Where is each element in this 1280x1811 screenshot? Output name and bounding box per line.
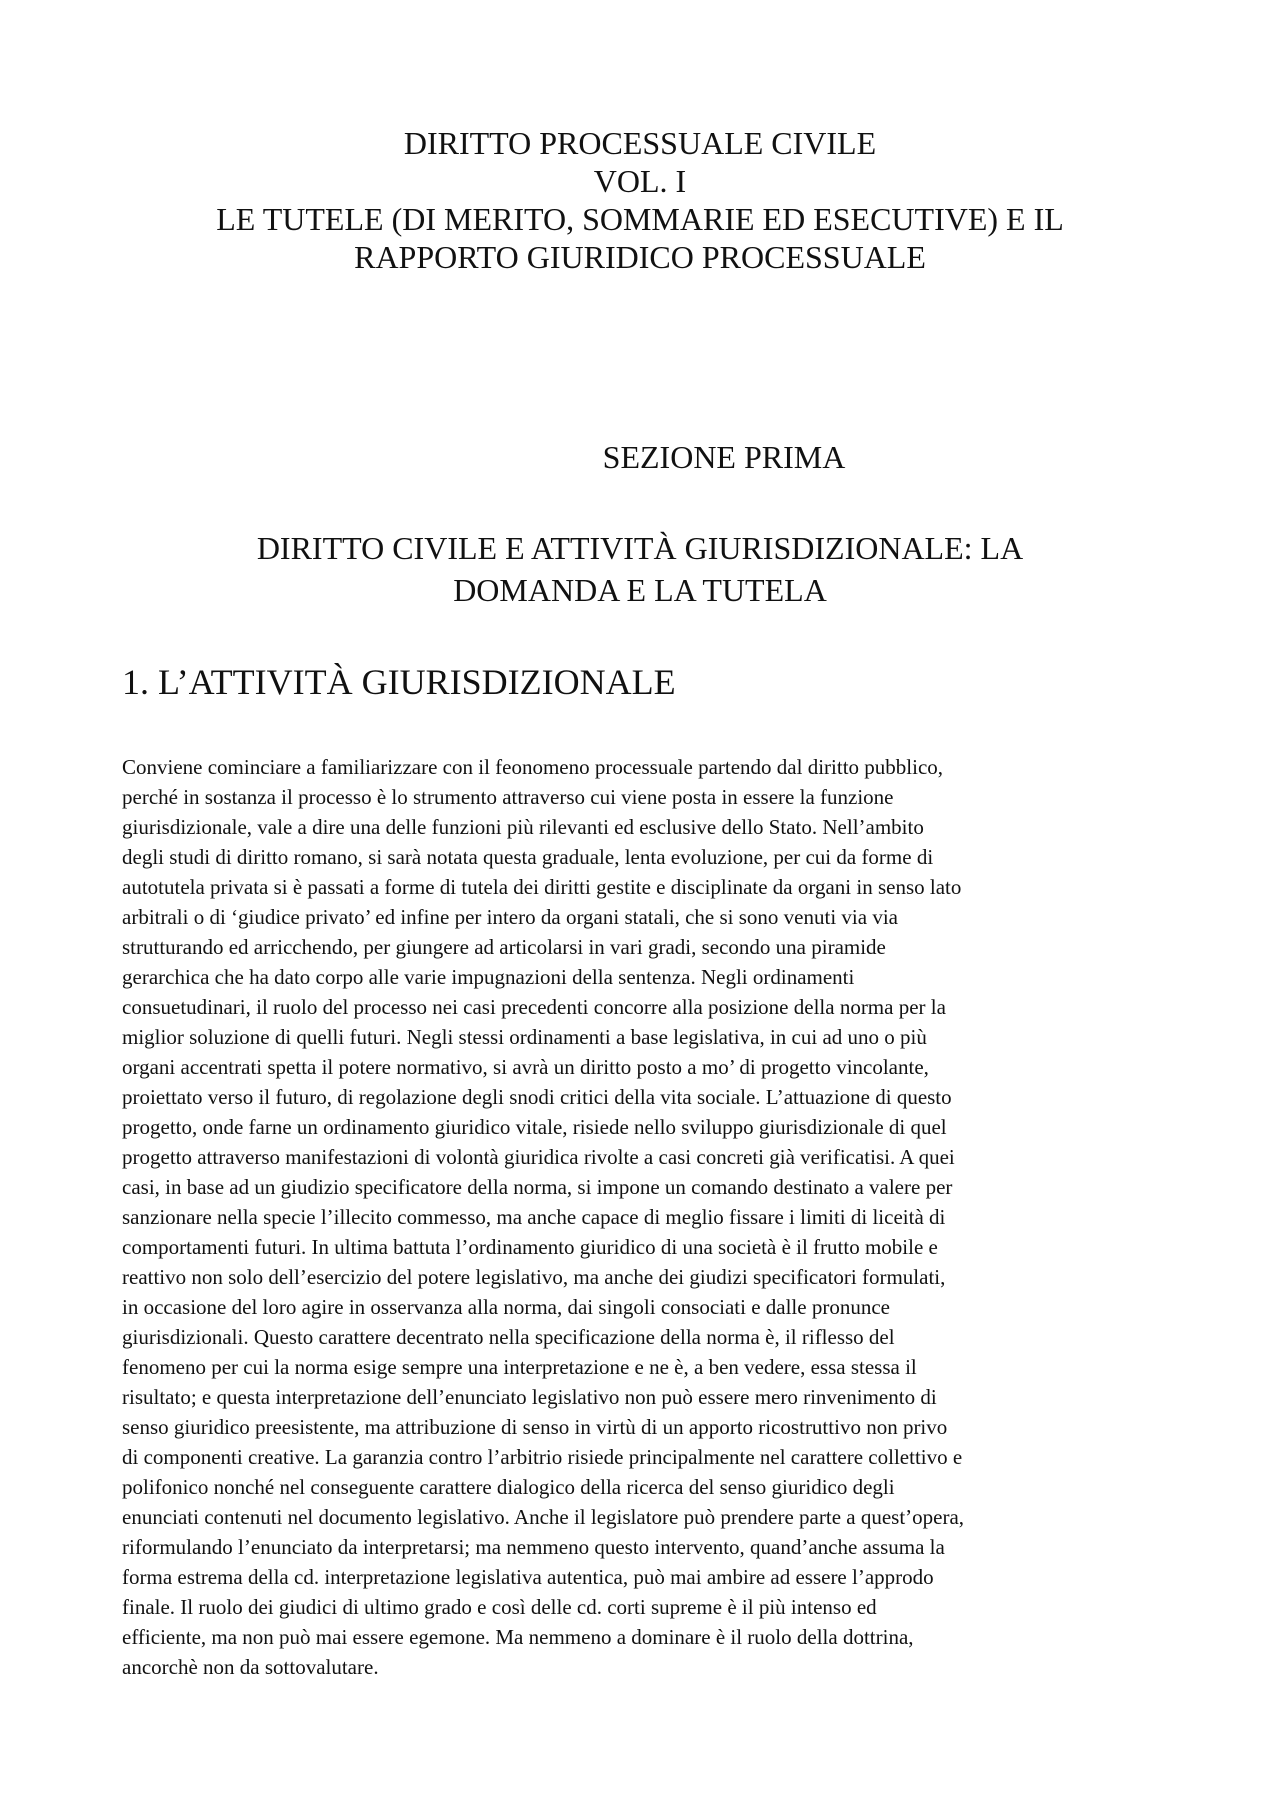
section-title-line: DOMANDA E LA TUTELA [453,572,827,608]
paragraph-line: enunciati contenuti nel documento legislativo. Anche il legislatore può prendere parte a quest’opera, [122,1505,965,1529]
paragraph-line: arbitrali o di ‘giudice privato’ ed infine per intero da organi statali, che si sono venuti via via [122,905,898,929]
paragraph-line: risultato; e questa interpretazione dell’enunciato legislativo non può essere mero rinvenimento di [122,1385,937,1409]
paragraph-line: fenomeno per cui la norma esige sempre una interpretazione e ne è, a ben vedere, essa stessa il [122,1355,917,1379]
paragraph-line: efficiente, ma non può mai essere egemone. Ma nemmeno a dominare è il ruolo della dottrina, [122,1625,914,1649]
title-line: DIRITTO PROCESSUALE CIVILE [403,125,877,161]
paragraph-line: comportamenti futuri. In ultima battuta l’ordinamento giuridico di una società è il frutto mobile e [122,1235,938,1259]
title-line: LE TUTELE (DI MERITO, SOMMARIE ED ESECUTIVE) E IL [216,201,1064,237]
paragraph-line: finale. Il ruolo dei giudici di ultimo grado e così delle cd. corti supreme è il più intenso ed [122,1595,877,1619]
paragraph-line: reattivo non solo dell’esercizio del potere legislativo, ma anche dei giudizi specificatori formulati, [122,1265,946,1289]
paragraph-line: miglior soluzione di quelli futuri. Negli stessi ordinamenti a base legislativa, in cui ad uno o più [122,1025,927,1049]
paragraph-line: casi, in base ad un giudizio specificatore della norma, si impone un comando destinato a valere per [122,1175,953,1199]
paragraph-line: gerarchica che ha dato corpo alle varie impugnazioni della sentenza. Negli ordinamenti [122,965,855,989]
paragraph-line: sanzionare nella specie l’illecito commesso, ma anche capace di meglio fissare i limiti di liceità di [122,1205,946,1229]
paragraph-line: progetto attraverso manifestazioni di volontà giuridica rivolte a casi concreti già verificatisi. A quei [122,1145,955,1169]
paragraph-line: giurisdizionale, vale a dire una delle funzioni più rilevanti ed esclusive dello Stato. Nell’ambito [122,815,924,839]
paragraph-line: organi accentrati spetta il potere normativo, si avrà un diritto posto a mo’ di progetto vincolante, [122,1055,929,1079]
paragraph-line: forma estrema della cd. interpretazione legislativa autentica, può mai ambire ad essere l’approdo [122,1565,934,1589]
paragraph-line: giurisdizionali. Questo carattere decentrato nella specificazione della norma è, il riflesso del [122,1325,895,1349]
paragraph-line: proiettato verso il futuro, di regolazione degli snodi critici della vita sociale. L’attuazione di questo [122,1085,952,1109]
section-label: SEZIONE PRIMA [602,439,846,475]
paragraph-line: in occasione del loro agire in osservanza alla norma, dai singoli consociati e dalle pronunce [122,1295,890,1319]
paragraph-line: riformulando l’enunciato da interpretarsi; ma nemmeno questo intervento, quand’anche assuma la [122,1535,945,1559]
title-line: RAPPORTO GIURIDICO PROCESSUALE [354,239,926,275]
volume-title [100,124,1180,276]
paragraph-line: consuetudinari, il ruolo del processo nei casi precedenti concorre alla posizione della norma per la [122,995,946,1019]
paragraph-line: autotutela privata si è passati a forme di tutela dei diritti gestite e disciplinate da organi in senso lato [122,875,962,899]
paragraph-line: senso giuridico preesistente, ma attribuzione di senso in virtù di un apporto ricostruttivo non privo [122,1415,948,1439]
paragraph-line: ancorchè non da sottovalutare. [122,1655,379,1679]
paragraph-line: strutturando ed arricchendo, per giungere ad articolarsi in vari gradi, secondo una piramide [122,935,886,959]
paragraph-line: perché in sostanza il processo è lo strumento attraverso cui viene posta in essere la funzione [122,785,894,809]
chapter-heading: 1. L’ATTIVITÀ GIURISDIZIONALE [122,662,676,702]
section-title [90,527,1190,611]
paragraph-line: polifonico nonché nel conseguente carattere dialogico della ricerca del senso giuridico degli [122,1475,895,1499]
paragraph-line: degli studi di diritto romano, si sarà notata questa graduale, lenta evoluzione, per cui da forme di [122,845,934,869]
paragraph-line: progetto, onde farne un ordinamento giuridico vitale, risiede nello sviluppo giurisdizionale di quel [122,1115,947,1139]
body-paragraph [122,752,1162,1682]
title-line: VOL. I [593,163,687,199]
section-title-line: DIRITTO CIVILE E ATTIVITÀ GIURISDIZIONALE: LA [256,530,1024,566]
paragraph-line: di componenti creative. La garanzia contro l’arbitrio risiede principalmente nel carattere collettivo e [122,1445,963,1469]
paragraph-line: Conviene cominciare a familiarizzare con il feonomeno processuale partendo dal diritto pubblico, [122,755,944,779]
